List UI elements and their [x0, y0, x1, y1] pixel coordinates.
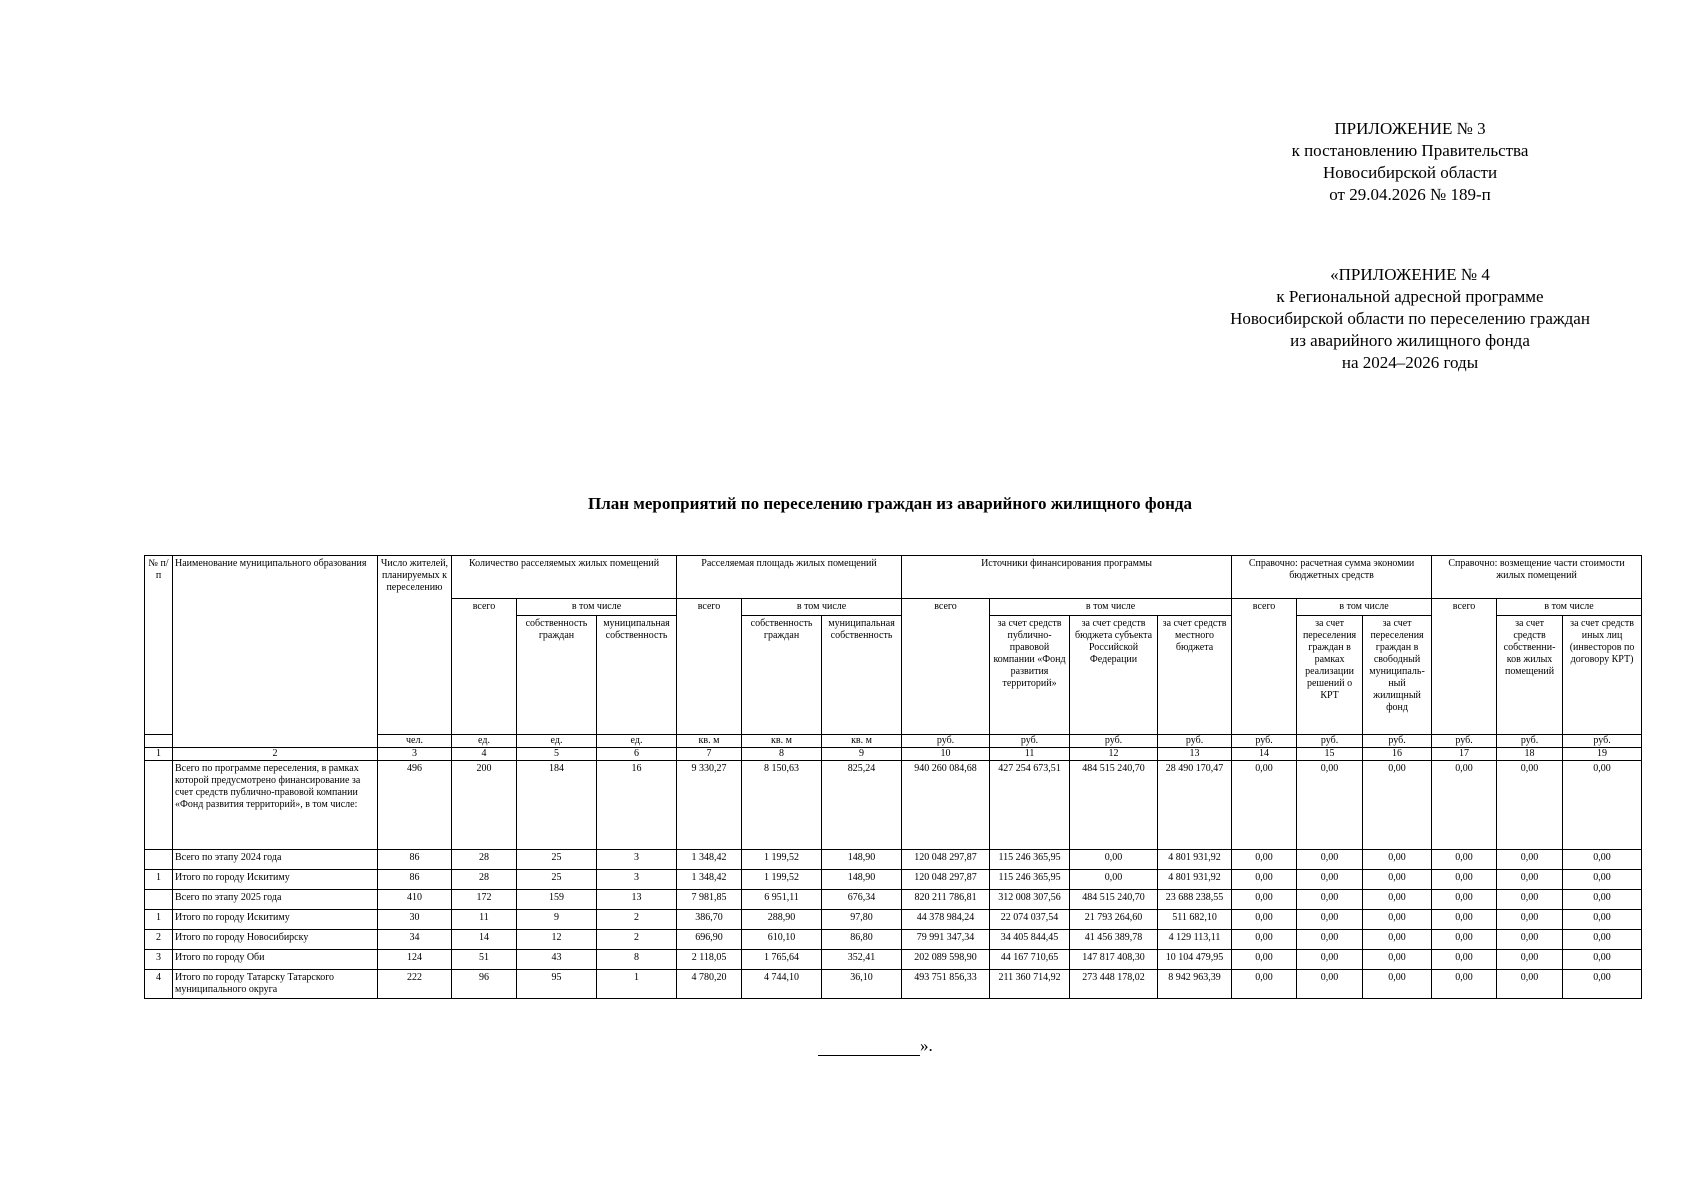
row-value: 0,00	[1363, 910, 1432, 930]
header-municipal-ownership: муниципальная собственность	[597, 616, 677, 735]
row-value: 11	[452, 910, 517, 930]
closing-quote: ».	[920, 1036, 933, 1055]
column-number-cell: 8	[742, 748, 822, 761]
appendix-4-heading	[1170, 264, 1650, 374]
row-value: 0,00	[1432, 870, 1497, 890]
column-number-cell: 13	[1158, 748, 1232, 761]
row-value: 120 048 297,87	[902, 870, 990, 890]
row-value: 427 254 673,51	[990, 761, 1070, 850]
row-value: 696,90	[677, 930, 742, 950]
row-value: 0,00	[1432, 970, 1497, 999]
row-value: 16	[597, 761, 677, 850]
unit-cell: руб.	[902, 735, 990, 748]
appendix-4-line: «ПРИЛОЖЕНИЕ № 4	[1330, 265, 1490, 284]
header-fund: за счет средств публично-правовой компании «Фонд развития территорий»	[990, 616, 1070, 735]
row-value: 1 199,52	[742, 870, 822, 890]
units-cell	[145, 735, 173, 748]
closing-mark	[818, 1036, 933, 1056]
signature-line	[818, 1039, 920, 1056]
row-value: 2	[597, 910, 677, 930]
row-value: 211 360 714,92	[990, 970, 1070, 999]
header-total: всего	[1432, 599, 1497, 735]
row-value: 940 260 084,68	[902, 761, 990, 850]
row-value: 2 118,05	[677, 950, 742, 970]
row-value: 0,00	[1563, 950, 1642, 970]
row-value: 0,00	[1232, 890, 1297, 910]
unit-cell: кв. м	[742, 735, 822, 748]
table-row	[145, 850, 1642, 870]
column-number-cell: 6	[597, 748, 677, 761]
column-number-cell: 12	[1070, 748, 1158, 761]
appendix-4-line: из аварийного жилищного фонда	[1290, 331, 1530, 350]
row-value: 22 074 037,54	[990, 910, 1070, 930]
header-num: № п/п	[145, 556, 173, 735]
row-name: Всего по этапу 2024 года	[173, 850, 378, 870]
appendix-4-line: к Региональной адресной программе	[1276, 287, 1544, 306]
row-value: 28 490 170,47	[1158, 761, 1232, 850]
row-value: 79 991 347,34	[902, 930, 990, 950]
row-value: 4 801 931,92	[1158, 850, 1232, 870]
row-value: 0,00	[1363, 930, 1432, 950]
row-value: 1 765,64	[742, 950, 822, 970]
row-value: 43	[517, 950, 597, 970]
header-municipal-ownership: муниципальная собственность	[822, 616, 902, 735]
row-value: 0,00	[1297, 970, 1363, 999]
row-value: 25	[517, 870, 597, 890]
row-value: 0,00	[1563, 761, 1642, 850]
row-value: 0,00	[1432, 910, 1497, 930]
row-value: 96	[452, 970, 517, 999]
header-including: в том числе	[990, 599, 1232, 616]
row-value: 0,00	[1497, 950, 1563, 970]
header-including: в том числе	[742, 599, 902, 616]
header-name: Наименование муниципального образования	[173, 556, 378, 748]
header-others: за счет средств иных лиц (инвесторов по договору КРТ)	[1563, 616, 1642, 735]
appendix-3-line: к постановлению Правительства	[1291, 141, 1529, 160]
column-number-cell: 14	[1232, 748, 1297, 761]
unit-cell: чел.	[378, 735, 452, 748]
row-value: 148,90	[822, 850, 902, 870]
row-number: 3	[145, 950, 173, 970]
header-including: в том числе	[1297, 599, 1432, 616]
row-value: 610,10	[742, 930, 822, 950]
table-row	[145, 761, 1642, 850]
column-number-cell: 15	[1297, 748, 1363, 761]
row-value: 0,00	[1432, 761, 1497, 850]
row-name: Итого по городу Искитиму	[173, 910, 378, 930]
row-value: 148,90	[822, 870, 902, 890]
header-total: всего	[677, 599, 742, 735]
row-value: 4 129 113,11	[1158, 930, 1232, 950]
row-value: 0,00	[1432, 850, 1497, 870]
row-value: 0,00	[1297, 910, 1363, 930]
row-number: 2	[145, 930, 173, 950]
row-value: 0,00	[1297, 930, 1363, 950]
row-value: 95	[517, 970, 597, 999]
header-count-group: Количество расселяемых жилых помещений	[452, 556, 677, 599]
header-citizens-ownership: собственность граждан	[517, 616, 597, 735]
unit-cell: руб.	[990, 735, 1070, 748]
appendix-3-line: Новосибирской области	[1322, 163, 1498, 182]
column-number-cell: 11	[990, 748, 1070, 761]
row-value: 124	[378, 950, 452, 970]
header-reimbursement-group: Справочно: возмещение части стоимости жилых помещений	[1432, 556, 1642, 599]
column-number-cell: 7	[677, 748, 742, 761]
row-value: 0,00	[1297, 950, 1363, 970]
row-value: 34 405 844,45	[990, 930, 1070, 950]
document-title: План мероприятий по переселению граждан из аварийного жилищного фонда	[587, 494, 1192, 513]
row-value: 86,80	[822, 930, 902, 950]
unit-cell: руб.	[1158, 735, 1232, 748]
table-row	[145, 970, 1642, 999]
row-value: 0,00	[1563, 870, 1642, 890]
column-number-cell: 19	[1563, 748, 1642, 761]
row-value: 0,00	[1232, 850, 1297, 870]
column-number-cell: 1	[145, 748, 173, 761]
row-value: 1 348,42	[677, 870, 742, 890]
column-number-cell: 9	[822, 748, 902, 761]
row-value: 0,00	[1497, 761, 1563, 850]
header-citizens-ownership: собственность граждан	[742, 616, 822, 735]
header-residents: Число жителей, планируемых к переселению	[378, 556, 452, 735]
unit-cell: руб.	[1297, 735, 1363, 748]
row-value: 0,00	[1297, 761, 1363, 850]
row-value: 825,24	[822, 761, 902, 850]
row-value: 0,00	[1363, 870, 1432, 890]
row-value: 28	[452, 850, 517, 870]
row-value: 1 348,42	[677, 850, 742, 870]
row-value: 1	[597, 970, 677, 999]
column-number-cell: 18	[1497, 748, 1563, 761]
row-value: 0,00	[1297, 850, 1363, 870]
row-value: 0,00	[1297, 890, 1363, 910]
header-including: в том числе	[517, 599, 677, 616]
row-number: 4	[145, 970, 173, 999]
row-value: 386,70	[677, 910, 742, 930]
row-value: 120 048 297,87	[902, 850, 990, 870]
row-value: 10 104 479,95	[1158, 950, 1232, 970]
row-value: 8 150,63	[742, 761, 822, 850]
column-number-cell: 4	[452, 748, 517, 761]
row-value: 202 089 598,90	[902, 950, 990, 970]
row-value: 1 199,52	[742, 850, 822, 870]
row-number	[145, 850, 173, 870]
row-value: 820 211 786,81	[902, 890, 990, 910]
row-value: 34	[378, 930, 452, 950]
resettlement-plan-table	[144, 555, 1642, 999]
row-value: 0,00	[1232, 910, 1297, 930]
appendix-3-line: ПРИЛОЖЕНИЕ № 3	[1334, 119, 1486, 138]
row-value: 0,00	[1363, 970, 1432, 999]
row-value: 222	[378, 970, 452, 999]
row-value: 159	[517, 890, 597, 910]
row-value: 0,00	[1297, 870, 1363, 890]
row-value: 97,80	[822, 910, 902, 930]
unit-cell: ед.	[452, 735, 517, 748]
row-value: 36,10	[822, 970, 902, 999]
header-krt: за счет переселения граждан в рамках реализации решений о КРТ	[1297, 616, 1363, 735]
row-name: Итого по городу Новосибирску	[173, 930, 378, 950]
row-name: Итого по городу Татарску Татарского муниципального округа	[173, 970, 378, 999]
table-row	[145, 930, 1642, 950]
row-value: 0,00	[1070, 870, 1158, 890]
table-row	[145, 890, 1642, 910]
appendix-4-line: на 2024–2026 годы	[1341, 353, 1479, 372]
row-value: 288,90	[742, 910, 822, 930]
row-number	[145, 761, 173, 850]
row-value: 0,00	[1363, 890, 1432, 910]
row-value: 0,00	[1232, 761, 1297, 850]
row-value: 4 780,20	[677, 970, 742, 999]
row-value: 676,34	[822, 890, 902, 910]
row-value: 30	[378, 910, 452, 930]
appendix-3-line: от 29.04.2026 № 189-п	[1329, 185, 1491, 204]
row-value: 511 682,10	[1158, 910, 1232, 930]
unit-cell: руб.	[1432, 735, 1497, 748]
row-value: 115 246 365,95	[990, 850, 1070, 870]
row-value: 0,00	[1497, 970, 1563, 999]
header-subject-budget: за счет средств бюджета субъекта Российской Федерации	[1070, 616, 1158, 735]
row-value: 352,41	[822, 950, 902, 970]
unit-cell: кв. м	[822, 735, 902, 748]
row-value: 51	[452, 950, 517, 970]
row-value: 9	[517, 910, 597, 930]
row-value: 14	[452, 930, 517, 950]
row-number	[145, 890, 173, 910]
table-row	[145, 910, 1642, 930]
row-value: 86	[378, 870, 452, 890]
row-value: 0,00	[1363, 950, 1432, 970]
row-value: 9 330,27	[677, 761, 742, 850]
row-value: 0,00	[1232, 950, 1297, 970]
row-value: 0,00	[1563, 890, 1642, 910]
row-value: 0,00	[1497, 910, 1563, 930]
header-area-group: Расселяемая площадь жилых помещений	[677, 556, 902, 599]
row-value: 13	[597, 890, 677, 910]
row-value: 3	[597, 870, 677, 890]
unit-cell: ед.	[517, 735, 597, 748]
row-value: 21 793 264,60	[1070, 910, 1158, 930]
row-value: 0,00	[1432, 950, 1497, 970]
header-total: всего	[1232, 599, 1297, 735]
row-value: 0,00	[1232, 870, 1297, 890]
row-value: 2	[597, 930, 677, 950]
unit-cell: руб.	[1232, 735, 1297, 748]
row-number: 1	[145, 910, 173, 930]
header-local-budget: за счет средств местного бюджета	[1158, 616, 1232, 735]
row-value: 0,00	[1563, 970, 1642, 999]
row-number: 1	[145, 870, 173, 890]
header-total: всего	[452, 599, 517, 735]
row-value: 28	[452, 870, 517, 890]
header-including: в том числе	[1497, 599, 1642, 616]
row-value: 0,00	[1497, 870, 1563, 890]
row-value: 493 751 856,33	[902, 970, 990, 999]
row-value: 172	[452, 890, 517, 910]
row-value: 0,00	[1432, 930, 1497, 950]
column-number-cell: 5	[517, 748, 597, 761]
row-value: 8 942 963,39	[1158, 970, 1232, 999]
row-value: 23 688 238,55	[1158, 890, 1232, 910]
row-value: 44 167 710,65	[990, 950, 1070, 970]
column-numbers-row	[145, 748, 1642, 761]
row-value: 4 744,10	[742, 970, 822, 999]
row-value: 0,00	[1563, 930, 1642, 950]
row-value: 0,00	[1497, 890, 1563, 910]
row-value: 4 801 931,92	[1158, 870, 1232, 890]
row-value: 496	[378, 761, 452, 850]
row-name: Всего по программе переселения, в рамках которой предусмотрено финансирование за счет средств публично-правовой компании «Фонд развития территорий», в том числе:	[173, 761, 378, 850]
column-number-cell: 10	[902, 748, 990, 761]
header-total: всего	[902, 599, 990, 735]
column-number-cell: 17	[1432, 748, 1497, 761]
appendix-3-heading	[1230, 118, 1590, 206]
header-owners: за счет средств собственни-ков жилых помещений	[1497, 616, 1563, 735]
header-savings-group: Справочно: расчетная сумма экономии бюджетных средств	[1232, 556, 1432, 599]
row-value: 484 515 240,70	[1070, 890, 1158, 910]
column-number-cell: 3	[378, 748, 452, 761]
unit-cell: руб.	[1070, 735, 1158, 748]
unit-cell: кв. м	[677, 735, 742, 748]
row-value: 12	[517, 930, 597, 950]
header-finance-group: Источники финансирования программы	[902, 556, 1232, 599]
unit-cell: ед.	[597, 735, 677, 748]
appendix-4-line: Новосибирской области по переселению граждан	[1230, 309, 1590, 328]
row-value: 0,00	[1563, 910, 1642, 930]
row-value: 273 448 178,02	[1070, 970, 1158, 999]
row-value: 86	[378, 850, 452, 870]
row-value: 0,00	[1070, 850, 1158, 870]
table-row	[145, 950, 1642, 970]
row-value: 8	[597, 950, 677, 970]
row-value: 0,00	[1363, 850, 1432, 870]
row-value: 25	[517, 850, 597, 870]
row-value: 410	[378, 890, 452, 910]
row-value: 3	[597, 850, 677, 870]
row-name: Итого по городу Оби	[173, 950, 378, 970]
table-row	[145, 870, 1642, 890]
row-value: 44 378 984,24	[902, 910, 990, 930]
unit-cell: руб.	[1563, 735, 1642, 748]
row-value: 200	[452, 761, 517, 850]
row-value: 0,00	[1432, 890, 1497, 910]
unit-cell: руб.	[1363, 735, 1432, 748]
row-value: 0,00	[1497, 850, 1563, 870]
row-value: 6 951,11	[742, 890, 822, 910]
row-value: 0,00	[1232, 970, 1297, 999]
row-value: 115 246 365,95	[990, 870, 1070, 890]
row-value: 0,00	[1232, 930, 1297, 950]
row-name: Итого по городу Искитиму	[173, 870, 378, 890]
row-value: 484 515 240,70	[1070, 761, 1158, 850]
header-free-fund: за счет переселения граждан в свободный муниципаль-ный жилищный фонд	[1363, 616, 1432, 735]
row-value: 184	[517, 761, 597, 850]
column-number-cell: 2	[173, 748, 378, 761]
column-number-cell: 16	[1363, 748, 1432, 761]
row-value: 0,00	[1497, 930, 1563, 950]
row-value: 7 981,85	[677, 890, 742, 910]
row-value: 41 456 389,78	[1070, 930, 1158, 950]
unit-cell: руб.	[1497, 735, 1563, 748]
row-name: Всего по этапу 2025 года	[173, 890, 378, 910]
row-value: 312 008 307,56	[990, 890, 1070, 910]
row-value: 0,00	[1563, 850, 1642, 870]
row-value: 147 817 408,30	[1070, 950, 1158, 970]
row-value: 0,00	[1363, 761, 1432, 850]
